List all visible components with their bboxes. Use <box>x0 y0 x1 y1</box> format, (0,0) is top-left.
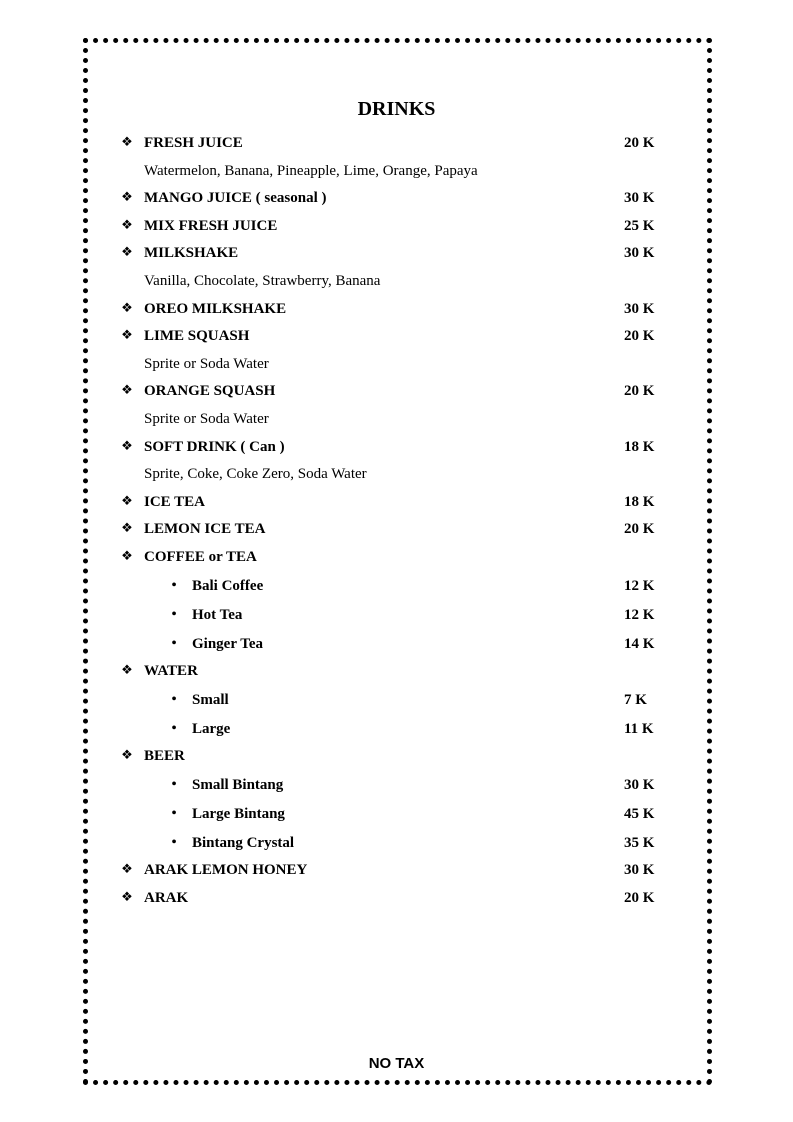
sub-item-row <box>0 717 793 741</box>
menu-item-row <box>0 545 793 569</box>
item-name: LEMON ICE TEA <box>144 521 266 537</box>
item-price: 18 K <box>624 494 655 510</box>
item-description <box>0 407 793 431</box>
item-price: 30 K <box>624 245 655 261</box>
item-name: COFFEE or TEA <box>144 549 257 565</box>
item-name: ORANGE SQUASH <box>144 383 276 399</box>
diamond-bullet-icon: ❖ <box>121 549 133 564</box>
item-name: LIME SQUASH <box>144 328 250 344</box>
description-text: Vanilla, Chocolate, Strawberry, Banana <box>144 273 381 289</box>
item-price: 7 K <box>624 692 647 708</box>
description-text: Sprite, Coke, Coke Zero, Soda Water <box>144 466 367 482</box>
diamond-bullet-icon: ❖ <box>121 135 133 150</box>
dot-bullet-icon: • <box>171 577 177 594</box>
dot-bullet-icon: • <box>171 720 177 737</box>
item-description <box>0 352 793 376</box>
item-price: 12 K <box>624 578 655 594</box>
menu-item-row <box>0 490 793 514</box>
item-name: BEER <box>144 748 185 764</box>
item-name: Large Bintang <box>192 806 285 822</box>
diamond-bullet-icon: ❖ <box>121 862 133 877</box>
item-price: 30 K <box>624 862 655 878</box>
item-price: 45 K <box>624 806 655 822</box>
footer-note: NO TAX <box>368 1055 425 1072</box>
diamond-bullet-icon: ❖ <box>121 494 133 509</box>
dot-bullet-icon: • <box>171 635 177 652</box>
sub-item-row <box>0 802 793 826</box>
item-price: 20 K <box>624 890 655 906</box>
description-text: Sprite or Soda Water <box>144 356 269 372</box>
item-name: Ginger Tea <box>192 636 263 652</box>
item-description <box>0 462 793 486</box>
dot-bullet-icon: • <box>171 834 177 851</box>
description-text: Watermelon, Banana, Pineapple, Lime, Orange, Papaya <box>144 163 478 179</box>
diamond-bullet-icon: ❖ <box>121 748 133 763</box>
item-name: OREO MILKSHAKE <box>144 301 287 317</box>
item-name: FRESH JUICE <box>144 135 243 151</box>
sub-item-row <box>0 688 793 712</box>
menu-item-row <box>0 858 793 882</box>
menu-item-row <box>0 241 793 265</box>
menu-item-row <box>0 186 793 210</box>
menu-item-row <box>0 886 793 910</box>
menu-item-row <box>0 324 793 348</box>
item-price: 25 K <box>624 218 655 234</box>
item-price: 30 K <box>624 190 655 206</box>
diamond-bullet-icon: ❖ <box>121 328 133 343</box>
diamond-bullet-icon: ❖ <box>121 301 133 316</box>
item-name: Bali Coffee <box>192 578 264 594</box>
sub-item-row <box>0 773 793 797</box>
item-name: ARAK <box>144 890 189 906</box>
page-title: DRINKS <box>357 98 436 120</box>
item-name: Large <box>192 721 231 737</box>
item-price: 30 K <box>624 777 655 793</box>
item-name: Small Bintang <box>192 777 284 793</box>
sub-item-row <box>0 574 793 598</box>
dot-bullet-icon: • <box>171 606 177 623</box>
item-price: 30 K <box>624 301 655 317</box>
item-price: 14 K <box>624 636 655 652</box>
item-name: SOFT DRINK ( Can ) <box>144 439 285 455</box>
item-price: 20 K <box>624 135 655 151</box>
diamond-bullet-icon: ❖ <box>121 383 133 398</box>
item-name: MANGO JUICE ( seasonal ) <box>144 190 327 206</box>
item-name: ARAK LEMON HONEY <box>144 862 308 878</box>
diamond-bullet-icon: ❖ <box>121 190 133 205</box>
item-name: ICE TEA <box>144 494 205 510</box>
menu-item-row <box>0 435 793 459</box>
item-name: Hot Tea <box>192 607 243 623</box>
dot-bullet-icon: • <box>171 691 177 708</box>
menu-item-row <box>0 659 793 683</box>
item-price: 12 K <box>624 607 655 623</box>
diamond-bullet-icon: ❖ <box>121 245 133 260</box>
menu-item-row <box>0 297 793 321</box>
item-price: 20 K <box>624 328 655 344</box>
menu-item-row <box>0 379 793 403</box>
item-description <box>0 159 793 183</box>
item-name: MILKSHAKE <box>144 245 239 261</box>
diamond-bullet-icon: ❖ <box>121 890 133 905</box>
item-price: 20 K <box>624 521 655 537</box>
menu-item-row <box>0 131 793 155</box>
item-name: MIX FRESH JUICE <box>144 218 278 234</box>
description-text: Sprite or Soda Water <box>144 411 269 427</box>
item-name: Small <box>192 692 229 708</box>
menu-item-row <box>0 744 793 768</box>
menu-item-row <box>0 517 793 541</box>
item-price: 35 K <box>624 835 655 851</box>
item-price: 11 K <box>624 721 654 737</box>
diamond-bullet-icon: ❖ <box>121 663 133 678</box>
item-name: WATER <box>144 663 198 679</box>
item-price: 20 K <box>624 383 655 399</box>
sub-item-row <box>0 632 793 656</box>
diamond-bullet-icon: ❖ <box>121 439 133 454</box>
dot-bullet-icon: • <box>171 776 177 793</box>
sub-item-row <box>0 831 793 855</box>
diamond-bullet-icon: ❖ <box>121 521 133 536</box>
item-description <box>0 269 793 293</box>
item-name: Bintang Crystal <box>192 835 295 851</box>
dot-bullet-icon: • <box>171 805 177 822</box>
sub-item-row <box>0 603 793 627</box>
menu-item-row <box>0 214 793 238</box>
diamond-bullet-icon: ❖ <box>121 218 133 233</box>
item-price: 18 K <box>624 439 655 455</box>
